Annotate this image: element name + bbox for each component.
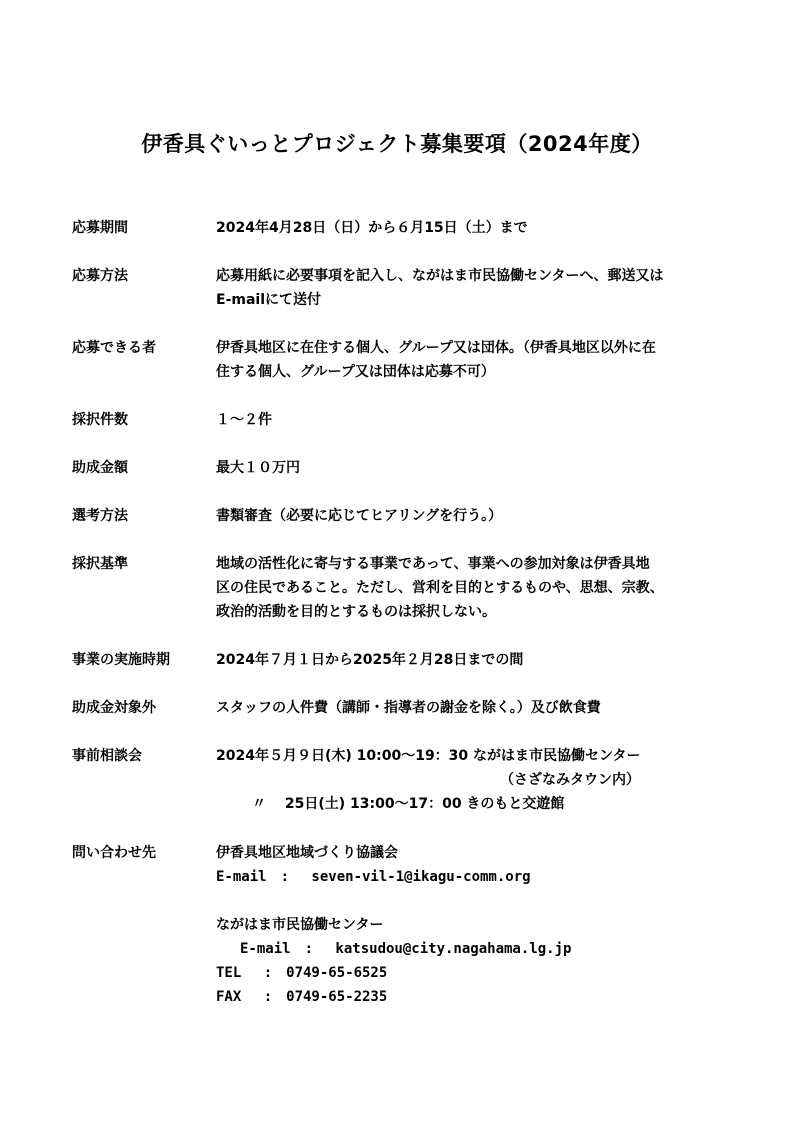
item-label: 事業の実施時期 — [72, 652, 170, 668]
value-line: １～２件 — [216, 412, 272, 428]
value-line: 書類審査（必要に応じてヒアリングを行う。） — [216, 508, 503, 524]
contact-fax: FAX : 0749-65-2235 — [216, 989, 388, 1005]
value-line: 政治的活動を目的とするものは採択しない。 — [216, 604, 496, 620]
value-line: （さざなみタウン内） — [500, 772, 640, 788]
item-value — [216, 504, 736, 528]
item-label: 採択件数 — [72, 412, 128, 428]
item-value — [216, 744, 736, 816]
value-line: 2024年4月28日（日）から６月15日（土）まで — [216, 220, 528, 236]
item-label: 応募期間 — [72, 220, 128, 236]
item-value — [216, 456, 736, 480]
item-value — [216, 841, 736, 1009]
contact-org-name: ながはま市民協働センター — [216, 917, 384, 933]
item-label: 問い合わせ先 — [72, 845, 156, 861]
contact-email: E-mail : katsudou@city.nagahama.lg.jp — [240, 941, 572, 957]
item-label: 助成金額 — [72, 460, 128, 476]
value-line: 2024年７月１日から2025年２月28日までの間 — [216, 652, 524, 668]
value-line: 区の住民であること。ただし、営利を目的とするものや、思想、宗教、 — [216, 580, 664, 596]
value-line: 応募用紙に必要事項を記入し、ながはま市民協働センターへ、郵送又は — [216, 268, 664, 284]
value-line: 〃 25日(土) 13:00～17：00 きのもと交遊館 — [252, 796, 565, 812]
item-value — [216, 216, 736, 240]
item-value — [216, 264, 736, 312]
item-label: 採択基準 — [72, 556, 128, 572]
item-value — [216, 696, 736, 720]
value-line: スタッフの人件費（講師・指導者の謝金を除く。）及び飲食費 — [216, 700, 601, 716]
item-value — [216, 648, 736, 672]
item-label: 選考方法 — [72, 508, 128, 524]
contact-org-name: 伊香具地区地域づくり協議会 — [216, 845, 398, 861]
spacer — [216, 889, 736, 913]
item-label: 事前相談会 — [72, 748, 142, 764]
contact-tel: TEL : 0749-65-6525 — [216, 965, 388, 981]
value-line: 地域の活性化に寄与する事業であって、事業への参加対象は伊香具地 — [216, 556, 650, 572]
item-label: 応募方法 — [72, 268, 128, 284]
value-line: E-mailにて送付 — [216, 292, 322, 308]
value-line: 2024年５月９日(木) 10:00～19：30 ながはま市民協働センター — [216, 748, 641, 764]
item-value — [216, 336, 736, 384]
item-value — [216, 408, 736, 432]
item-label: 応募できる者 — [72, 340, 156, 356]
value-line: 住する個人、グループ又は団体は応募不可） — [216, 364, 495, 380]
page-title: 伊香具ぐいっとプロジェクト募集要項（2024年度） — [141, 132, 653, 156]
item-value — [216, 552, 736, 624]
value-line: 伊香具地区に在住する個人、グループ又は団体。（伊香具地区以外に在 — [216, 340, 656, 356]
item-label: 助成金対象外 — [72, 700, 156, 716]
contact-email: E-mail : seven-vil-1@ikagu-comm.org — [216, 869, 531, 885]
value-line: 最大１０万円 — [216, 460, 300, 476]
